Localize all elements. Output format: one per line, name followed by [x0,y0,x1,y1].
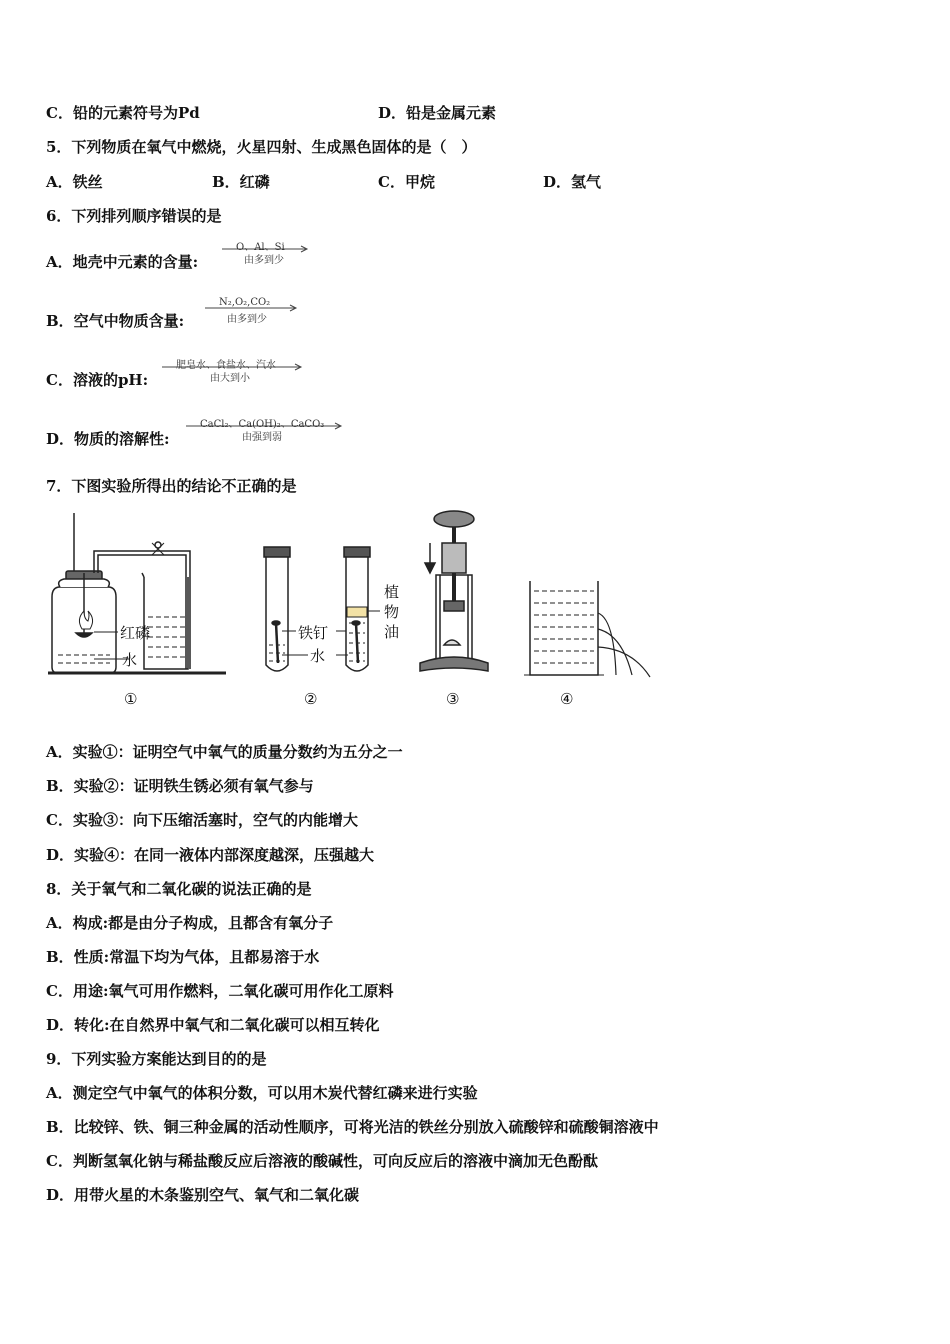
q8-option-d: D．转化:在自然界中氧气和二氧化碳可以相互转化 [46,1016,380,1034]
q6-option-a: A．地壳中元素的含量: [46,253,199,271]
label-plant-oil-3: 油 [384,623,400,641]
q4-option-d: D．铅是金属元素 [378,104,497,122]
q5-option-b: B．红磷 [212,173,270,191]
q6-b-direction: 由多到少 [227,314,267,325]
label-plant-oil-2: 物 [384,603,400,621]
q8-stem: 8．关于氧气和二氧化碳的说法正确的是 [46,880,312,898]
q5-option-c: C．甲烷 [378,173,435,191]
exp4-water-jets [524,581,650,677]
q6-c-direction: 由大到小 [210,373,250,384]
q6-option-a-chain [222,238,312,266]
label-water-1: 水 [122,651,138,669]
caption-4: ④ [560,690,574,708]
q6-a-order: O、Al、Si [236,242,285,253]
q6-option-b-chain [205,297,301,325]
q6-d-order: CaCl₂、Ca(OH)₂、CaCO₃ [200,419,325,430]
q5-stem: 5．下列物质在氧气中燃烧，火星四射、生成黑色固体的是（ ） [46,138,477,156]
q9-option-d: D．用带火星的木条鉴别空气、氧气和二氧化碳 [46,1186,360,1204]
q8-option-b: B．性质:常温下均为气体，且都易溶于水 [46,948,320,966]
q7-option-a: A．实验①：证明空气中氧气的质量分数约为五分之一 [46,743,403,761]
q6-a-direction: 由多到少 [244,255,284,266]
label-plant-oil-1: 植 [384,583,400,601]
q5-option-d: D．氢气 [543,173,602,191]
q6-d-direction: 由强到弱 [242,432,282,443]
q6-option-c-chain [162,356,306,384]
q8-option-c: C．用途:氧气可用作燃料，二氧化碳可用作化工原料 [46,982,394,1000]
q6-option-c: C．溶液的pH: [46,371,149,389]
q6-b-order: N₂,O₂,CO₂ [219,297,271,308]
exp3-compression-piston [420,511,488,671]
q9-option-a: A．测定空气中氧气的体积分数，可以用木炭代替红磷来进行实验 [46,1084,478,1102]
q7-option-d: D．实验④：在同一液体内部深度越深，压强越大 [46,846,375,864]
q7-experiment-figure [40,505,680,715]
q7-option-c: C．实验③：向下压缩活塞时，空气的内能增大 [46,811,358,829]
q5-option-a: A．铁丝 [46,173,103,191]
q6-c-order: 肥皂水、食盐水、汽水 [176,360,276,371]
q9-stem: 9．下列实验方案能达到目的的是 [46,1050,267,1068]
label-iron-nail: 铁钉 [298,624,329,642]
q7-stem: 7．下图实验所得出的结论不正确的是 [46,477,297,495]
q9-option-b: B．比较锌、铁、铜三种金属的活动性顺序，可将光洁的铁丝分别放入硫酸锌和硫酸铜溶液中 [46,1118,659,1136]
q7-option-b: B．实验②：证明铁生锈必须有氧气参与 [46,777,314,795]
q6-option-d: D．物质的溶解性: [46,430,170,448]
q4-option-c: C．铅的元素符号为Pd [46,104,200,122]
caption-1: ① [124,690,138,708]
exp1-apparatus [48,513,226,673]
caption-2: ② [304,690,318,708]
caption-3: ③ [446,690,460,708]
q9-option-c: C．判断氢氧化钠与稀盐酸反应后溶液的酸碱性，可向反应后的溶液中滴加无色酚酞 [46,1152,598,1170]
q6-option-b: B．空气中物质含量: [46,312,185,330]
label-water-2: 水 [310,647,326,665]
q8-option-a: A．构成:都是由分子构成，且都含有氧分子 [46,914,334,932]
q6-stem: 6．下列排列顺序错误的是 [46,207,222,225]
label-red-phosphorus: 红磷 [120,624,151,642]
q6-option-d-chain [186,415,346,443]
